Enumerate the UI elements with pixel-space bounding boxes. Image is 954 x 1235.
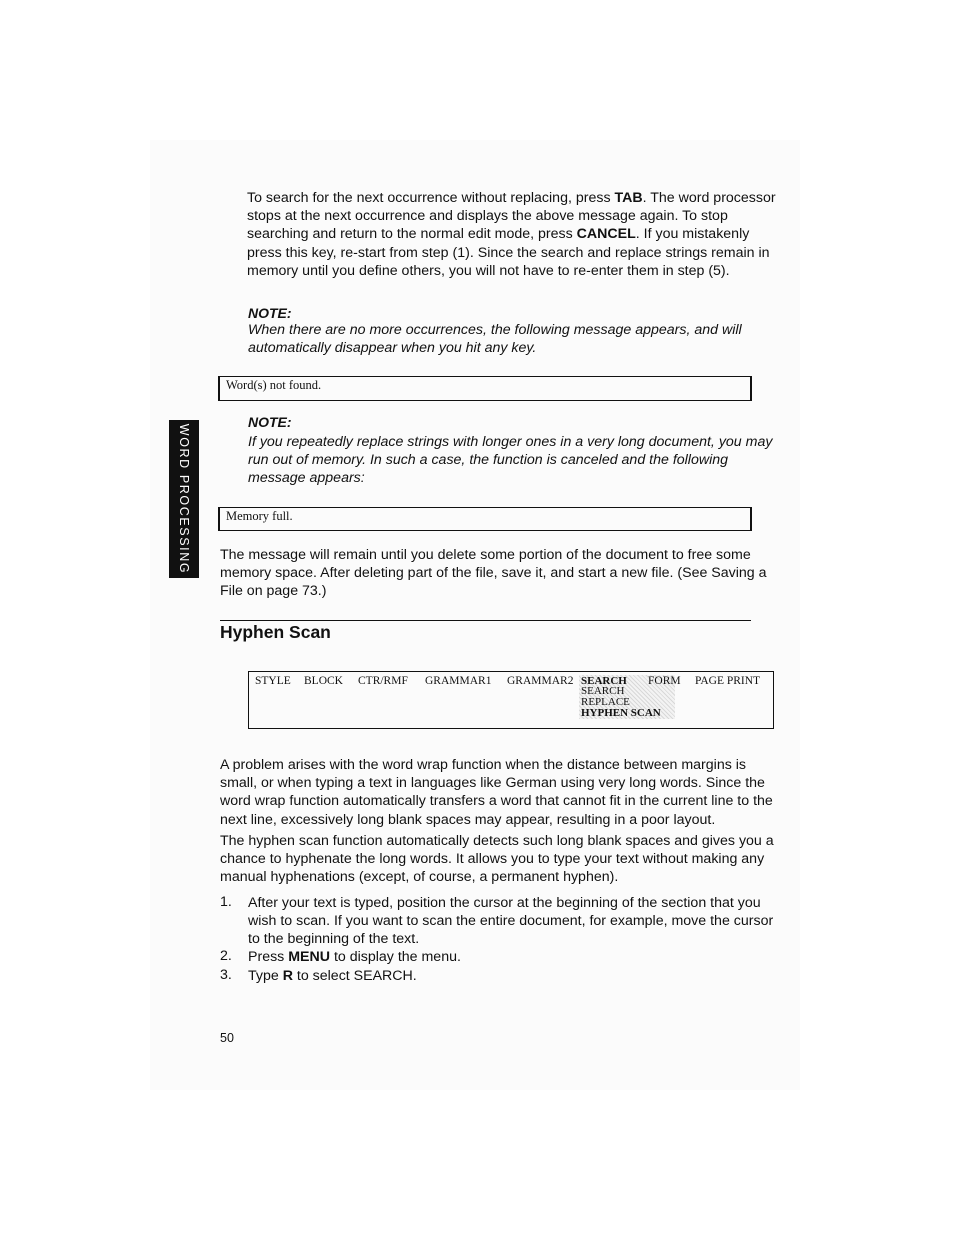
menu-item-block: BLOCK <box>304 675 343 687</box>
page-number: 50 <box>220 1031 234 1045</box>
menu-item-ctr-rmf: CTR/RMF <box>358 675 408 687</box>
key-menu: MENU <box>288 949 330 965</box>
menu-item-search: SEARCH <box>581 675 627 687</box>
step-number: 2. <box>220 948 232 964</box>
submenu-item-replace: REPLACE <box>581 696 630 708</box>
menu-item-style: STYLE <box>255 675 291 687</box>
side-tab-label: WORD PROCESSING <box>177 423 191 575</box>
note-heading-2: NOTE: <box>248 414 292 430</box>
submenu-item-hyphen-scan: HYPHEN SCAN <box>581 707 661 719</box>
paragraph-hyphen-scan: The hyphen scan function automatically detects such long blank spaces and gives you a chance to hyphenate the long words. It allows you to type your text without making any manual hyphenations (except, of course, a permanent hyphen). <box>220 833 774 886</box>
step-text: After your text is typed, position the cursor at the beginning of the section that you wish to scan. If you want to scan the entire document, for example, move the cursor to the beginning of the text. <box>248 895 774 948</box>
menu-item-page-print: PAGE PRINT <box>695 675 761 687</box>
step-number: 3. <box>220 967 232 983</box>
section-side-tab <box>169 420 199 578</box>
menu-item-grammar1: GRAMMAR1 <box>425 675 492 687</box>
key-cancel: CANCEL <box>576 226 636 243</box>
message-text: Word(s) not found. <box>226 378 322 392</box>
key-r: R <box>282 968 293 984</box>
message-text-2: Memory full. <box>226 509 293 523</box>
paragraph-search-next: To search for the next occurrence without replacing, press TAB. The word processor stops at the next occurrence and displays the above message again. To stop searching and return to the normal edit mode, press CANCEL. If you mistakenly press this key, re-start from step (1). Since the search and replace strings remain in memory until you define others, you will not have to re-enter them in step (5). <box>247 190 776 279</box>
step-text: Type R to select SEARCH. <box>248 968 417 984</box>
note-heading: NOTE: <box>248 305 292 321</box>
message-box-not-found <box>218 376 752 401</box>
note-body-2: If you repeatedly replace strings with longer ones in a very long document, you may run out of memory. In such a case, the function is canceled and the following message appears: <box>248 434 773 487</box>
paragraph-problem: A problem arises with the word wrap function when the distance between margins is small, or when typing a text in languages like German using very long words. Since the word wrap function automatically transfers a word that cannot fit in the current line to the next line, excessively long blank spaces may appear, resulting in a poor layout. <box>220 757 773 828</box>
menu-item-grammar2: GRAMMAR2 <box>507 675 574 687</box>
section-heading: Hyphen Scan <box>220 622 331 642</box>
paragraph-memory: The message will remain until you delete some portion of the document to free some memory space. After deleting part of the file, save it, and start a new file. (See Saving a File on page 73.) <box>220 547 767 600</box>
step-number: 1. <box>220 894 232 910</box>
message-box-memory-full <box>218 507 752 531</box>
submenu-item-search: SEARCH <box>581 685 625 697</box>
menu-item-form: FORM <box>648 675 681 687</box>
note-body: When there are no more occurrences, the following message appears, and will automatically disappear when you hit any key. <box>248 322 742 357</box>
step-text: Press MENU to display the menu. <box>248 949 461 965</box>
key-tab: TAB <box>614 190 643 206</box>
section-rule <box>220 620 751 621</box>
menu-bar-illustration <box>248 671 774 729</box>
